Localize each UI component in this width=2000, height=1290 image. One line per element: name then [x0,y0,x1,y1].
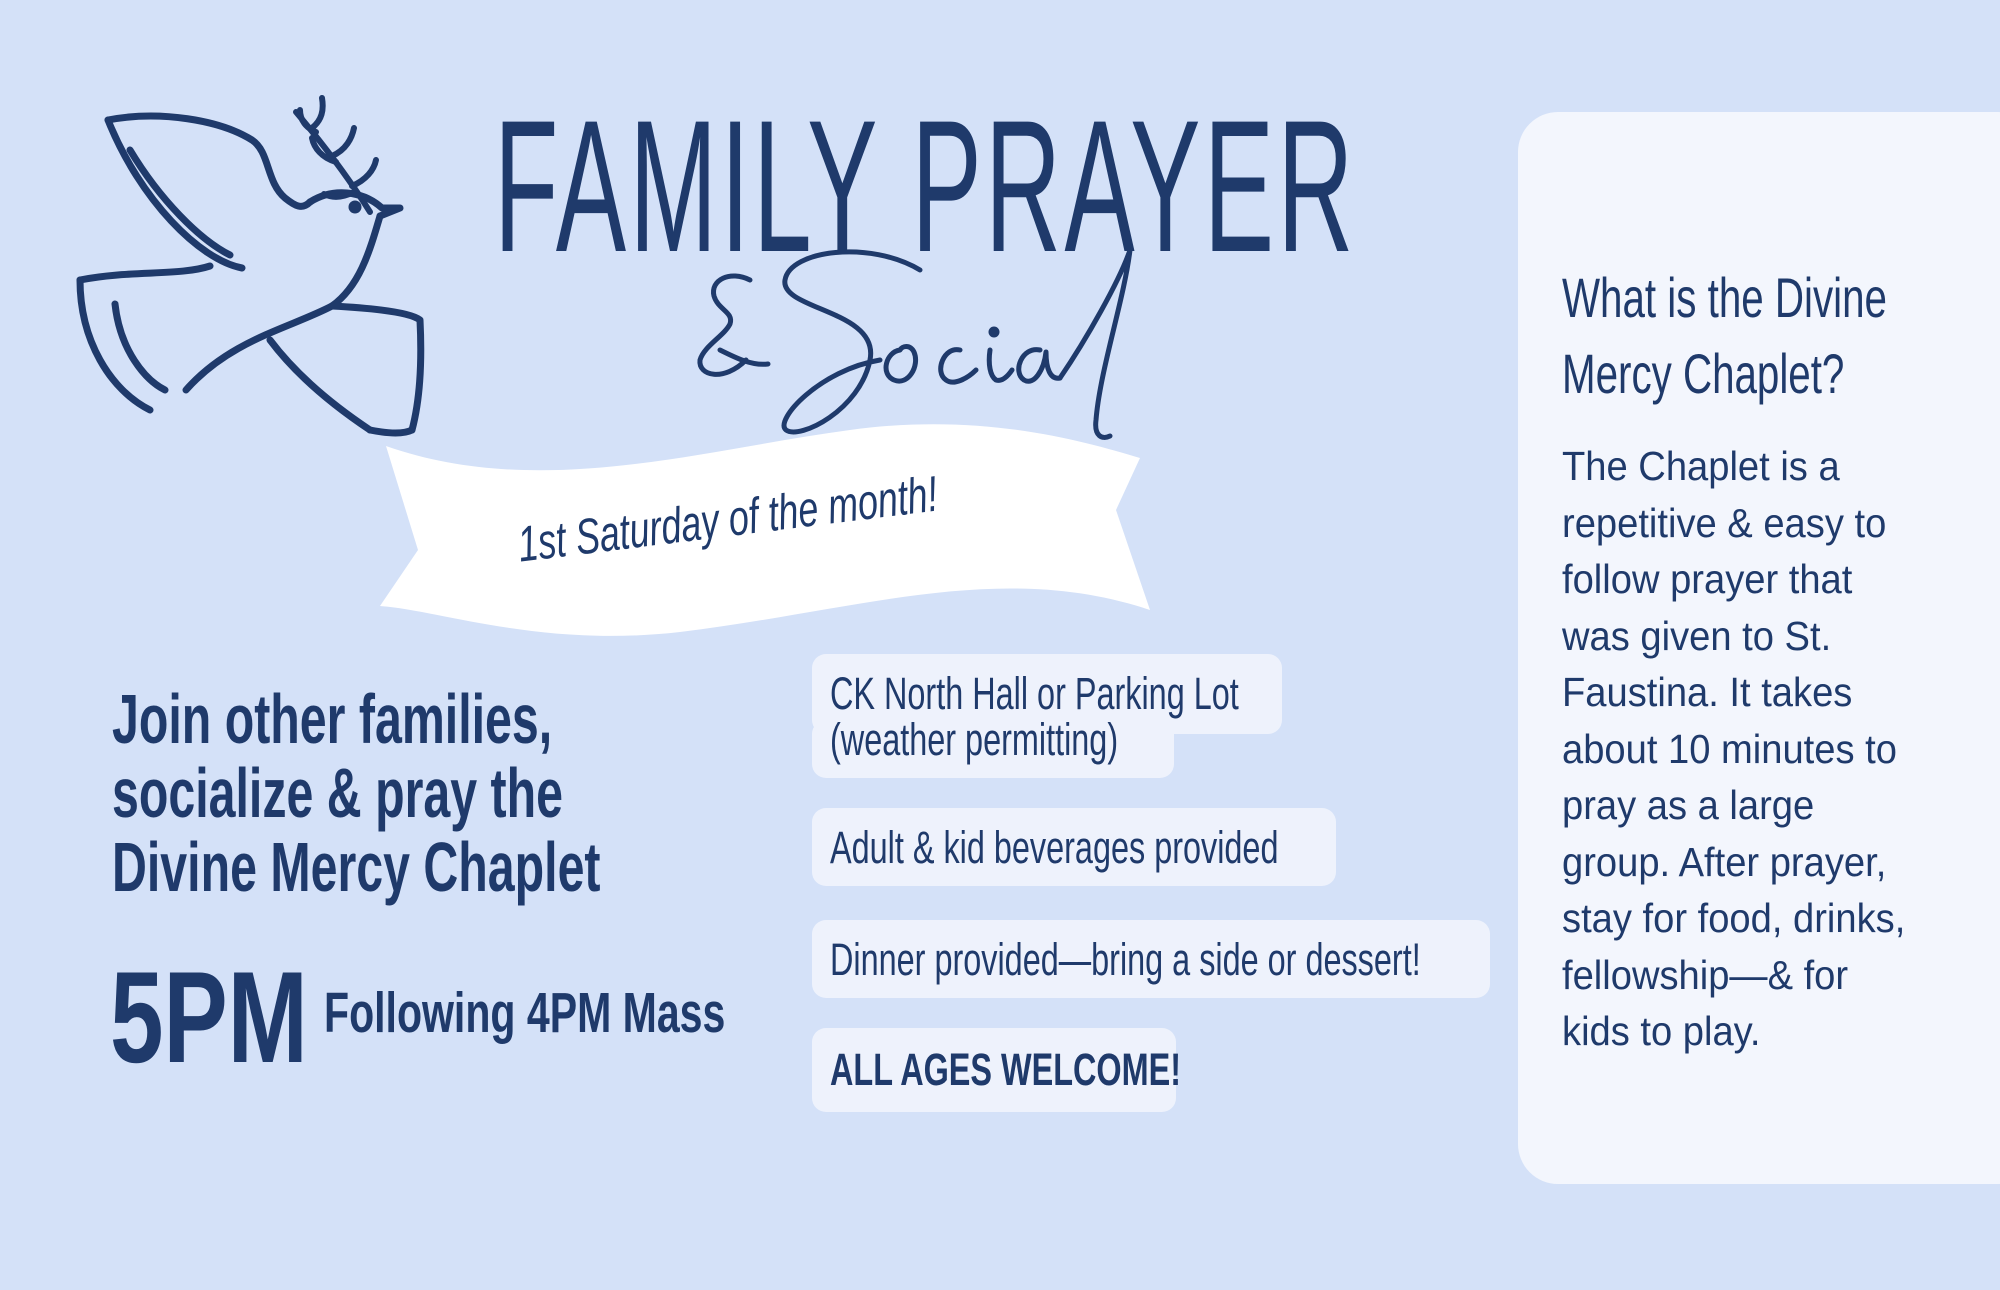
info-card-body-line: kids to play. [1562,1008,1761,1054]
info-card-body [1562,438,1971,1060]
dinner-text: Dinner provided—bring a side or dessert! [830,934,1421,985]
info-card-body-line: pray as a large [1562,782,1815,828]
info-card-body-line: about 10 minutes to [1562,725,1897,772]
join-line: socialize & pray the [112,754,563,832]
info-card-body-line: stay for food, drinks, [1562,895,1906,941]
location-line-2: (weather permitting) [830,714,1119,765]
location-line-1: CK North Hall or Parking Lot [830,668,1239,719]
info-card-title-line: Mercy Chaplet? [1562,342,1845,405]
info-card-body-line: follow prayer that [1562,556,1853,602]
join-invitation [112,682,601,904]
info-card-body-line: The Chaplet is a [1562,443,1840,489]
join-line: Join other families, [112,680,553,758]
info-card-body-line: was given to St. [1562,612,1832,659]
info-card-title-line: What is the Divine [1562,266,1887,329]
dove-icon [70,90,450,450]
banner-text: 1st Saturday of the month! [514,465,941,573]
page-title: FAMILY PRAYER [494,81,1357,291]
beverages-text: Adult & kid beverages provided [830,822,1279,873]
info-card-body-line: repetitive & easy to [1562,499,1887,546]
info-card-body-line: fellowship—& for [1562,951,1849,998]
ages-text: ALL AGES WELCOME! [830,1044,1181,1095]
info-card-body-line: group. After prayer, [1562,838,1887,885]
event-time-note: Following 4PM Mass [324,981,726,1045]
join-line: Divine Mercy Chaplet [112,828,601,906]
info-card-title [1562,260,1887,412]
event-time: 5PM [110,944,308,1090]
info-card-body-line: Faustina. It takes [1562,669,1853,715]
